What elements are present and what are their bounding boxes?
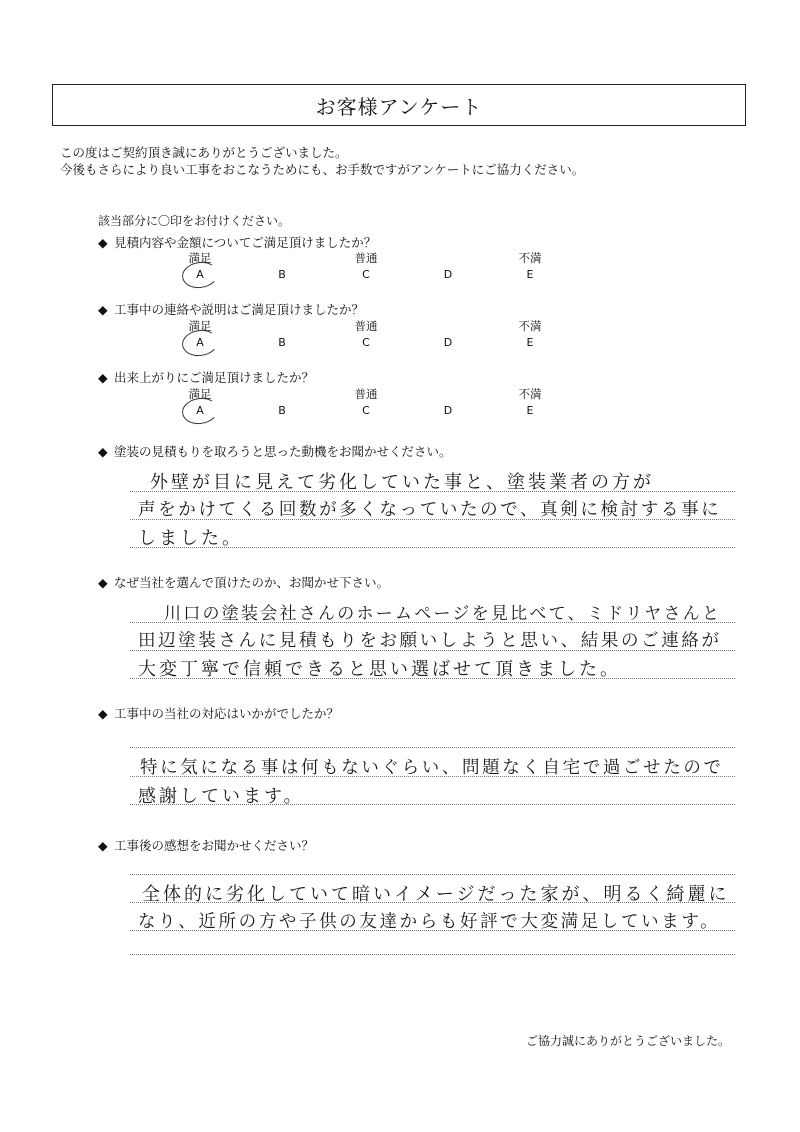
diamond-bullet-icon: ◆ bbox=[98, 370, 108, 385]
question-text: 出来上がりにご満足頂けましたか？ bbox=[114, 370, 315, 385]
scale-label-unsatisfied: 不満 bbox=[518, 387, 542, 401]
option-a[interactable]: A bbox=[196, 404, 204, 417]
intro-line-2: 今後もさらにより良い工事をおこなうためにも、お手数ですがアンケートにご協力ください。 bbox=[60, 162, 585, 177]
diamond-bullet-icon: ◆ bbox=[98, 444, 108, 459]
option-b[interactable]: B bbox=[278, 404, 286, 417]
answer-area-reason[interactable] bbox=[130, 593, 735, 683]
rating-question-communication bbox=[98, 300, 364, 318]
scale-label-satisfied: 満足 bbox=[188, 251, 212, 265]
handwritten-answer-line: 感謝しています。 bbox=[138, 786, 305, 807]
diamond-bullet-icon: ◆ bbox=[98, 706, 108, 721]
option-c[interactable]: C bbox=[362, 268, 370, 281]
handwritten-answer-line: 田辺塗装さんに見積もりをお願いしようと思い、結果のご連絡が bbox=[138, 631, 722, 651]
question-text: なぜ当社を選んで頂けたのか、お聞かせ下さい。 bbox=[114, 575, 390, 590]
question-text: 工事中の当社の対応はいかがでしたか？ bbox=[114, 706, 340, 721]
diamond-bullet-icon: ◆ bbox=[98, 838, 108, 853]
option-a[interactable]: A bbox=[196, 268, 204, 281]
diamond-bullet-icon: ◆ bbox=[98, 235, 108, 250]
answer-area-motivation[interactable] bbox=[130, 462, 735, 552]
scale-label-average: 普通 bbox=[354, 251, 378, 265]
handwritten-answer-line: 声をかけてくる回数が多くなっていたので、真剣に検討する事に bbox=[138, 500, 722, 520]
open-question-impression bbox=[98, 836, 314, 854]
rating-question-finish bbox=[98, 368, 314, 386]
intro-line-1: この度はご契約頂き誠にありがとうございました。 bbox=[60, 145, 348, 160]
handwritten-answer-line: 外壁が目に見えて劣化していた事と、塗装業者の方が bbox=[150, 472, 654, 493]
option-b[interactable]: B bbox=[278, 336, 286, 349]
selected-circle-mark bbox=[180, 260, 219, 291]
scale-label-average: 普通 bbox=[354, 319, 378, 333]
scale-label-unsatisfied: 不満 bbox=[518, 251, 542, 265]
question-text: 工事後の感想をお聞かせください？ bbox=[114, 838, 315, 853]
handwritten-answer-line: なり、近所の方や子供の友達からも好評で大変満足しています。 bbox=[138, 912, 721, 932]
selected-circle-mark bbox=[180, 328, 219, 359]
answer-rule bbox=[130, 874, 735, 875]
option-e[interactable]: E bbox=[526, 336, 534, 349]
diamond-bullet-icon: ◆ bbox=[98, 575, 108, 590]
instruction-text: 該当部分に〇印をお付けください。 bbox=[98, 214, 291, 228]
option-e[interactable]: E bbox=[526, 268, 534, 281]
handwritten-answer-line: しました。 bbox=[138, 528, 243, 549]
open-question-service bbox=[98, 704, 339, 722]
option-a[interactable]: A bbox=[196, 336, 204, 349]
intro-text bbox=[60, 144, 584, 178]
option-c[interactable]: C bbox=[362, 336, 370, 349]
option-d[interactable]: D bbox=[443, 268, 453, 281]
option-b[interactable]: B bbox=[278, 268, 286, 281]
rating-question-estimate bbox=[98, 233, 376, 251]
open-question-reason bbox=[98, 573, 389, 591]
handwritten-answer-line: 川口の塗装会社さんのホームページを見比べて、ミドリヤさんと bbox=[164, 604, 722, 624]
handwritten-answer-line: 全体的に劣化していて暗いイメージだった家が、明るく綺麗に bbox=[142, 884, 730, 905]
answer-area-service[interactable] bbox=[130, 732, 735, 822]
question-text: 工事中の連絡や説明はご満足頂けましたか？ bbox=[114, 302, 365, 317]
selected-circle-mark bbox=[180, 396, 219, 427]
handwritten-answer-line: 特に気になる事は何もないぐらい、問題なく自宅で過ごせたので bbox=[140, 758, 724, 778]
scale-label-average: 普通 bbox=[354, 387, 378, 401]
answer-rule bbox=[130, 954, 735, 955]
open-question-motivation bbox=[98, 442, 452, 460]
option-e[interactable]: E bbox=[526, 404, 534, 417]
option-c[interactable]: C bbox=[362, 404, 370, 417]
option-d[interactable]: D bbox=[443, 336, 453, 349]
survey-title: お客様アンケート bbox=[52, 84, 746, 126]
scale-label-satisfied: 満足 bbox=[188, 387, 212, 401]
option-d[interactable]: D bbox=[443, 404, 453, 417]
scale-label-unsatisfied: 不満 bbox=[518, 319, 542, 333]
question-text: 塗装の見積もりを取ろうと思った動機をお聞かせください。 bbox=[114, 444, 452, 459]
answer-area-impression[interactable] bbox=[130, 858, 735, 958]
answer-rule bbox=[130, 747, 735, 748]
thank-you-footer: ご協力誠にありがとうございました。 bbox=[525, 1034, 730, 1048]
question-text: 見積内容や金額についてご満足頂けましたか？ bbox=[114, 235, 377, 250]
diamond-bullet-icon: ◆ bbox=[98, 302, 108, 317]
handwritten-answer-line: 大変丁寧で信頼できると思い選ばせて頂きました。 bbox=[138, 659, 621, 680]
scale-label-satisfied: 満足 bbox=[188, 319, 212, 333]
